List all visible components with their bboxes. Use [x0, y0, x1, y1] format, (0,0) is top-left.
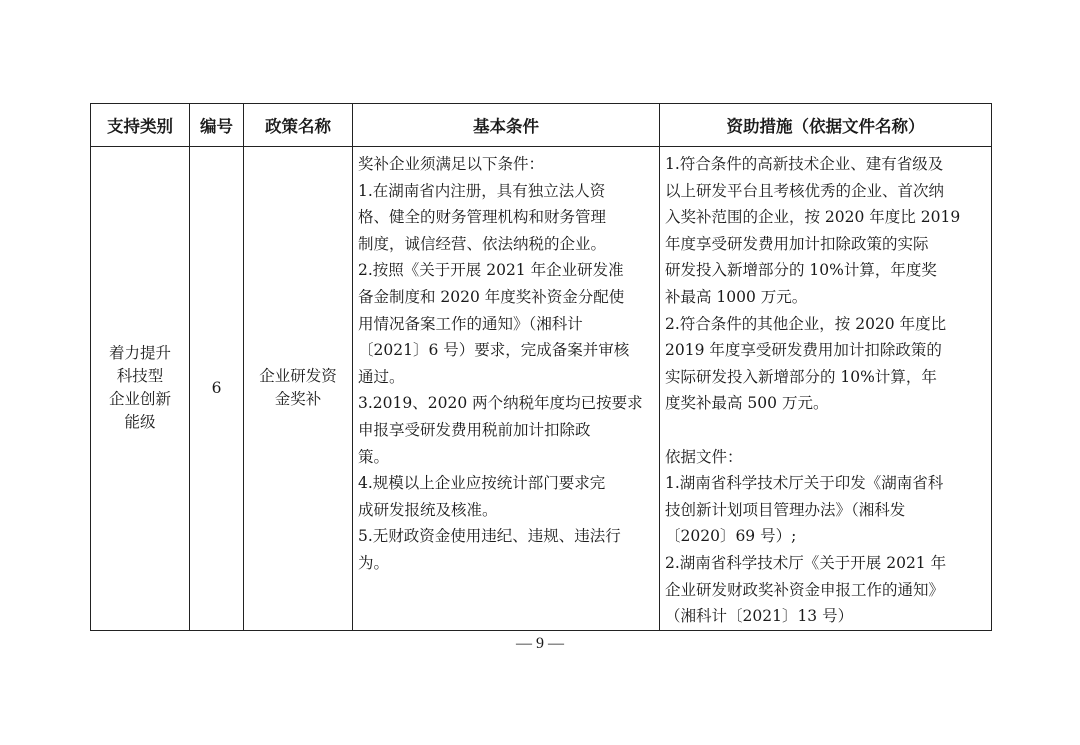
header-category: 支持类别 [91, 104, 190, 147]
conditions-line: 申报享受研发费用税前加计扣除政 [358, 420, 591, 439]
conditions-line: 奖补企业须满足以下条件： [358, 155, 545, 173]
measures-line: 以上研发平台且考核优秀的企业、首次纳 [665, 181, 945, 200]
conditions-line: 3.2019、2020 两个纳税年度均已按要求 [358, 394, 643, 413]
number-cell: 6 [190, 147, 244, 631]
policy-table [90, 103, 992, 631]
reference-line: 技创新计划项目管理办法》（湘科发 [665, 500, 906, 519]
measures-line: 入奖补范围的企业，按 2020 年度比 2019 [665, 208, 961, 227]
conditions-line: 策。 [358, 447, 390, 466]
measures-cell [660, 147, 992, 631]
conditions-line: 2.按照《关于开展 2021 年企业研发准 [358, 261, 624, 280]
conditions-line: 为。 [358, 553, 390, 572]
page-number: — 9 — [516, 635, 564, 652]
reference-line: （湘科计〔2021〕13 号） [665, 607, 854, 626]
category-cell [91, 147, 190, 631]
conditions-line: 通过。 [358, 367, 405, 386]
policy-name-cell [244, 147, 353, 631]
reference-line: 依据文件： [665, 447, 743, 466]
measures-line: 年度享受研发费用加计扣除政策的实际 [665, 234, 929, 253]
reference-line: 2.湖南省科学技术厅《关于开展 2021 年 [665, 553, 947, 572]
paragraph-spacer [665, 417, 987, 444]
measures-line: 研发投入新增部分的 10%计算，年度奖 [665, 261, 937, 280]
measures-line: 2.符合条件的其他企业，按 2020 年度比 [665, 314, 947, 333]
category-line: 科技型 [116, 367, 164, 386]
measures-line: 1.符合条件的高新技术企业、建有省级及 [665, 155, 944, 173]
conditions-cell [353, 147, 660, 631]
conditions-line: 格、健全的财务管理机构和财务管理 [358, 208, 607, 227]
header-conditions: 基本条件 [353, 104, 660, 147]
reference-line: 1.湖南省科学技术厅关于印发《湖南省科 [665, 474, 944, 493]
reference-line: 〔2020〕69 号）; [665, 527, 797, 546]
reference-line: 企业研发财政奖补资金申报工作的通知》 [665, 580, 945, 599]
category-line: 能级 [124, 413, 156, 432]
table-row [91, 147, 992, 631]
conditions-line: 备金制度和 2020 年度奖补资金分配使 [358, 287, 625, 306]
conditions-line: 成研发报统及核准。 [358, 500, 498, 519]
measures-line: 度奖补最高 500 万元。 [665, 394, 829, 413]
category-line: 着力提升 [108, 344, 171, 363]
header-policy-name: 政策名称 [244, 104, 353, 147]
measures-line: 实际研发投入新增部分的 10%计算，年 [665, 367, 937, 386]
measures-text [665, 151, 987, 630]
policy-name-line: 企业研发资 [259, 367, 337, 386]
header-number: 编号 [190, 104, 244, 147]
category-line: 企业创新 [108, 390, 171, 409]
policy-name-line: 金奖补 [274, 390, 322, 409]
conditions-line: 〔2021〕6 号）要求，完成备案并审核 [358, 341, 630, 360]
conditions-line: 1.在湖南省内注册，具有独立法人资 [358, 181, 606, 200]
conditions-line: 制度，诚信经营、依法纳税的企业。 [358, 234, 607, 253]
conditions-line: 5.无财政资金使用违纪、违规、违法行 [358, 527, 621, 546]
header-measures: 资助措施（依据文件名称） [660, 104, 992, 147]
conditions-line: 4.规模以上企业应按统计部门要求完 [358, 474, 606, 493]
conditions-text [358, 151, 655, 577]
conditions-line: 用情况备案工作的通知》（湘科计 [358, 314, 583, 333]
measures-line: 补最高 1000 万元。 [665, 287, 808, 306]
measures-line: 2019 年度享受研发费用加计扣除政策的 [665, 341, 942, 360]
table-header-row [91, 104, 992, 147]
